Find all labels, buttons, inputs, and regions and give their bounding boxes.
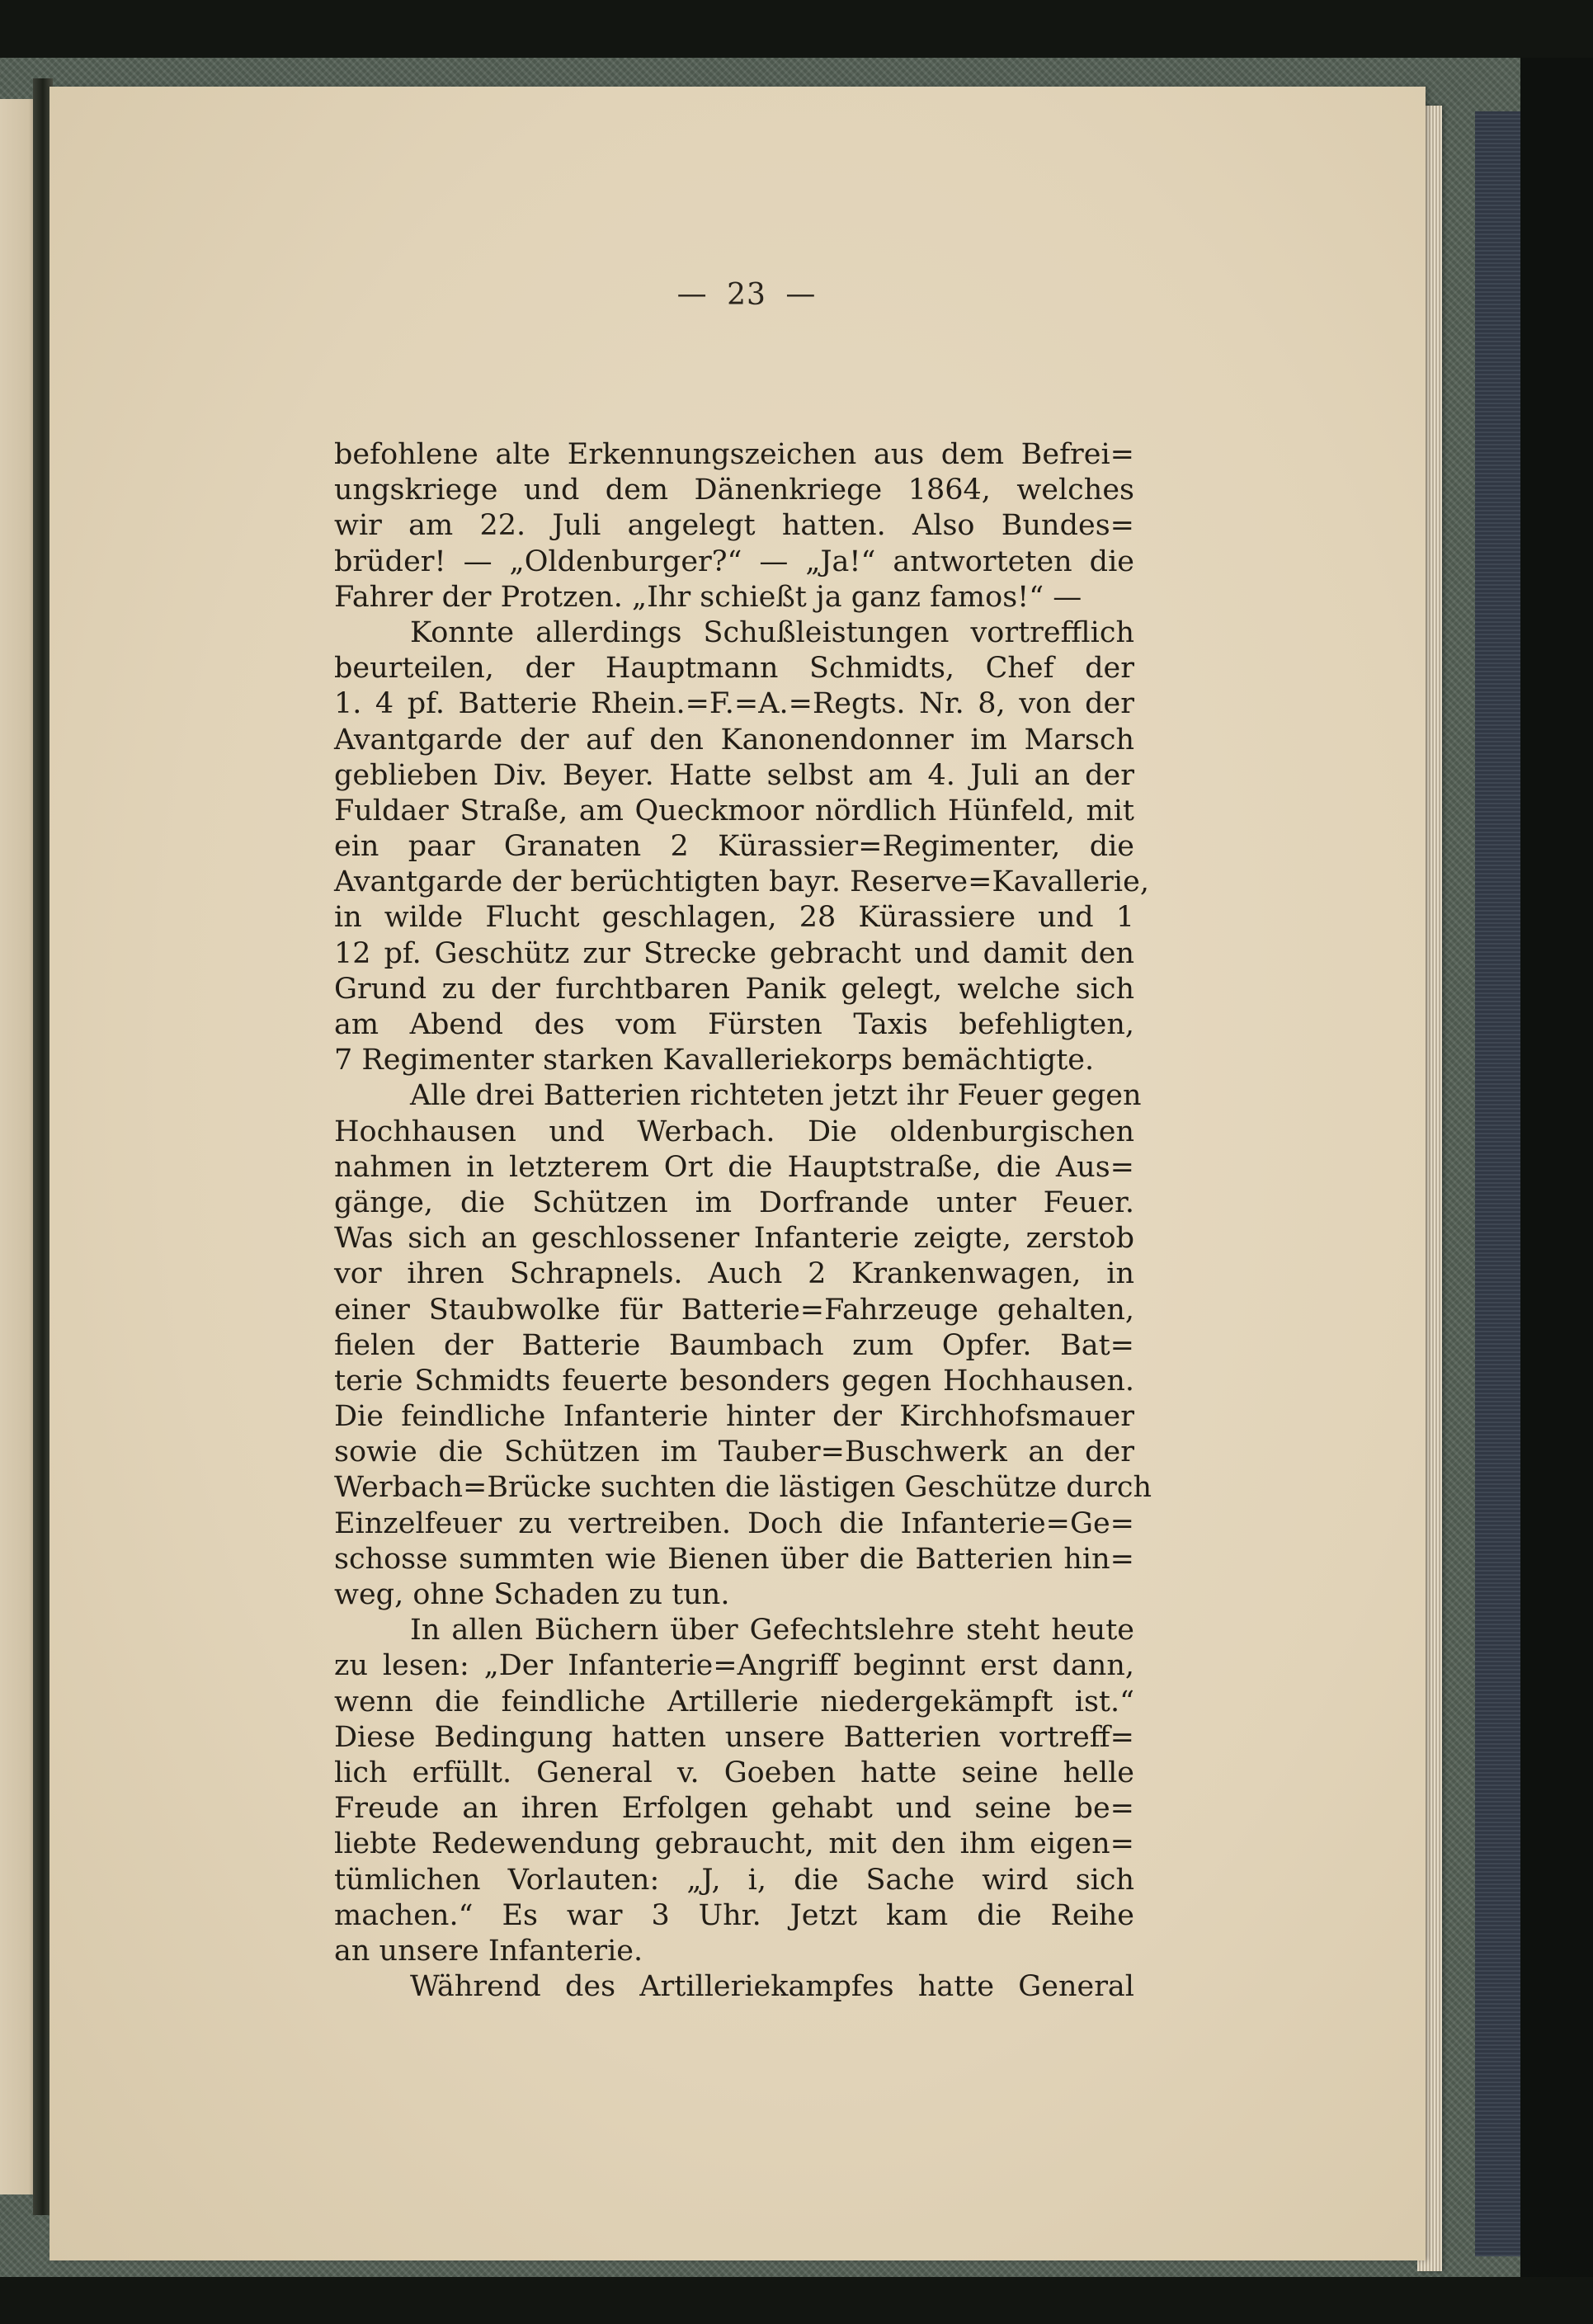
text-line: lich erfüllt. General v. Goeben hatte seine helle	[334, 1756, 1134, 1789]
text-line: an unsere Infanterie.	[334, 1934, 643, 1968]
text-line: In allen Büchern über Gefechtslehre steht heute	[410, 1614, 1134, 1648]
text-line: brüder! — „Oldenburger?“ — „Ja!“ antworteten die	[334, 544, 1134, 578]
text-line: Konnte allerdings Schußleistungen vortrefflich	[410, 615, 1134, 649]
text-line: Einzelfeuer zu vertreiben. Doch die Infanterie=Ge=	[334, 1506, 1134, 1540]
text-line: 12 pf. Geschütz zur Strecke gebracht und damit den	[334, 936, 1134, 970]
text-line: Avantgarde der auf den Kanonendonner im Marsch	[334, 723, 1134, 757]
text-line: fielen der Batterie Baumbach zum Opfer. Bat=	[334, 1328, 1134, 1362]
text-line: Hochhausen und Werbach. Die oldenburgischen	[334, 1115, 1134, 1148]
header-dash-left: —	[676, 277, 708, 311]
text-line: ein paar Granaten 2 Kürassier=Regimenter, die	[334, 830, 1134, 864]
text-line: zu lesen: „Der Infanterie=Angriff beginnt erst dann,	[334, 1649, 1134, 1683]
body-text	[334, 437, 1152, 2005]
text-line: in wilde Flucht geschlagen, 28 Kürassiere und 1	[334, 901, 1134, 935]
page-number: 23	[727, 278, 766, 312]
text-line: Die feindliche Infanterie hinter der Kirchhofsmauer	[334, 1400, 1134, 1434]
text-line: Was sich an geschlossener Infanterie zeigte, zerstob	[334, 1222, 1134, 1256]
text-line: Avantgarde der berüchtigten bayr. Reserve=Kavallerie,	[334, 865, 1149, 899]
text-line: schosse summten wie Bienen über die Batterien hin=	[334, 1542, 1134, 1576]
text-line: tümlichen Vorlauten: „J, i, die Sache wird sich	[334, 1863, 1134, 1897]
text-line: sowie die Schützen im Tauber=Buschwerk an der	[334, 1435, 1134, 1469]
text-line: Fuldaer Straße, am Queckmoor nördlich Hünfeld, mit	[334, 794, 1134, 827]
text-line: weg, ohne Schaden zu tun.	[334, 1578, 730, 1611]
text-line: befohlene alte Erkennungszeichen aus dem Befrei=	[334, 438, 1134, 471]
cover-spine-band	[1475, 111, 1520, 2256]
text-line: 7 Regimenter starken Kavalleriekorps bemächtigte.	[334, 1044, 1095, 1077]
text-line: machen.“ Es war 3 Uhr. Jetzt kam die Reihe	[334, 1898, 1134, 1932]
text-line: terie Schmidts feuerte besonders gegen Hochhausen.	[334, 1364, 1134, 1398]
text-line: nahmen in letzterem Ort die Hauptstraße, die Aus=	[334, 1150, 1134, 1184]
text-line: Freude an ihren Erfolgen gehabt und seine be=	[334, 1792, 1134, 1826]
text-line: geblieben Div. Beyer. Hatte selbst am 4. Juli an der	[334, 758, 1134, 792]
book-page	[49, 87, 1426, 2260]
text-line: beurteilen, der Hauptmann Schmidts, Chef der	[334, 652, 1134, 686]
text-line: am Abend des vom Fürsten Taxis befehligten,	[334, 1008, 1134, 1041]
text-line: Fahrer der Protzen. „Ihr schießt ja ganz famos!“ —	[334, 580, 1082, 614]
background-edge	[1520, 58, 1593, 2277]
text-line: Grund zu der furchtbaren Panik gelegt, welche sich	[334, 972, 1134, 1006]
text-line: Alle drei Batterien richteten jetzt ihr Feuer gegen	[410, 1079, 1142, 1113]
text-line: Diese Bedingung hatten unsere Batterien vortreff=	[334, 1720, 1134, 1754]
text-line: vor ihren Schrapnels. Auch 2 Krankenwagen, in	[334, 1257, 1134, 1291]
text-line: gänge, die Schützen im Dorfrande unter Feuer.	[334, 1186, 1134, 1219]
text-line: Werbach=Brücke suchten die lästigen Geschütze durch	[334, 1471, 1152, 1505]
text-line: liebte Redewendung gebraucht, mit den ihm eigen=	[334, 1827, 1134, 1861]
text-line: ungskriege und dem Dänenkriege 1864, welches	[334, 474, 1134, 507]
text-line: einer Staubwolke für Batterie=Fahrzeuge gehalten,	[334, 1293, 1134, 1327]
header-dash-right: —	[785, 277, 817, 311]
page-header	[643, 278, 850, 312]
text-line: wenn die feindliche Artillerie niedergekämpft ist.“	[334, 1685, 1134, 1718]
text-line: 1. 4 pf. Batterie Rhein.=F.=A.=Regts. Nr. 8, von der	[334, 687, 1134, 721]
text-line: Während des Artilleriekampfes hatte General	[410, 1970, 1134, 2004]
text-line: wir am 22. Juli angelegt hatten. Also Bundes=	[334, 509, 1134, 543]
